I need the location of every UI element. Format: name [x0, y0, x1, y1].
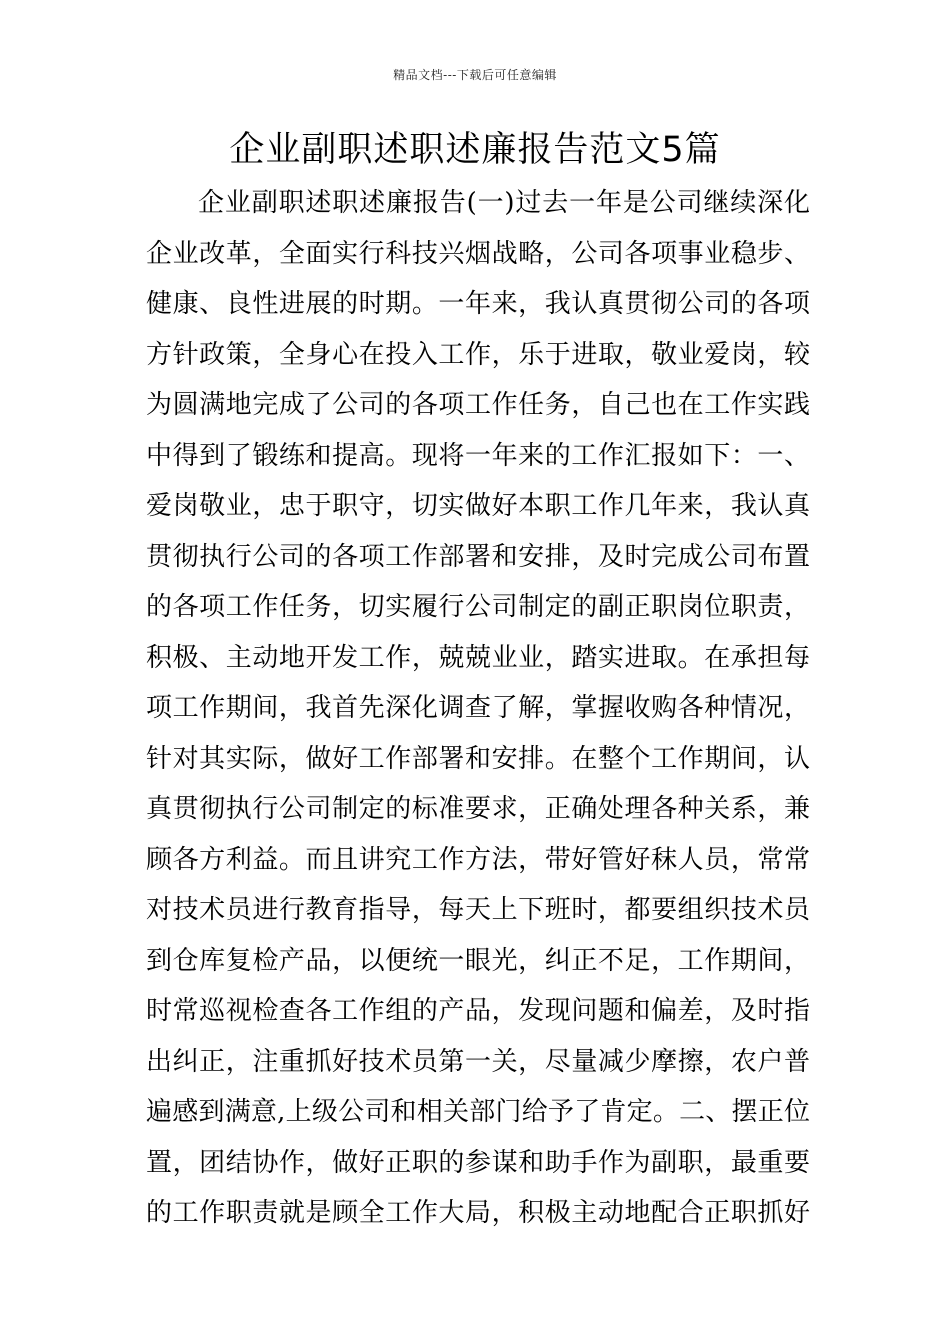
body-line: 置，团结协作，做好正职的参谋和助手作为副职，最重要 — [146, 1147, 810, 1178]
body-line: 为圆满地完成了公司的各项工作任务，自己也在工作实践 — [146, 390, 810, 420]
body-line: 针对其实际，做好工作部署和安排。在整个工作期间，认 — [146, 743, 810, 774]
body-line: 的工作职责就是顾全工作大局，积极主动地配合正职抓好 — [146, 1198, 810, 1228]
body-line: 遍感到满意,上级公司和相关部门给予了肯定。二、摆正位 — [146, 1097, 810, 1127]
body-line: 企业副职述职述廉报告(一)过去一年是公司继续深化 — [198, 188, 810, 218]
document-title: 企业副职述职述廉报告范文5篇 — [229, 130, 721, 170]
body-line: 中得到了锻练和提高。现将一年来的工作汇报如下：一、 — [146, 440, 810, 471]
body-line: 爱岗敬业，忠于职守，切实做好本职工作几年来，我认真 — [146, 491, 810, 521]
header-note: 精品文档---下载后可任意编辑 — [393, 68, 557, 82]
body-line: 顾各方利益。而且讲究工作方法，带好管好秣人员，常常 — [146, 844, 810, 875]
body-line: 贯彻执行公司的各项工作部署和安排，及时完成公司布置 — [146, 541, 810, 572]
body-line: 对技术员进行教育指导，每天上下班时，都要组织技术员 — [146, 895, 810, 925]
body-line: 企业改革，全面实行科技兴烟战略，公司各项事业稳步、 — [146, 238, 810, 269]
body-line: 积极、主动地开发工作，兢兢业业，踏实进取。在承担每 — [146, 642, 810, 673]
body-line: 时常巡视检查各工作组的产品，发现问题和偏差，及时指 — [146, 996, 810, 1026]
body-line: 真贯彻执行公司制定的标准要求，正确处理各种关系，兼 — [146, 794, 810, 824]
body-line: 出纠正，注重抓好技术员第一关，尽量减少摩擦，农户普 — [146, 1046, 810, 1077]
body-line: 健康、良性进展的时期。一年来，我认真贯彻公司的各项 — [146, 289, 810, 319]
body-line: 方针政策，全身心在投入工作，乐于进取，敬业爱岗，较 — [146, 339, 810, 370]
body-line: 到仓库复检产品，以便统一眼光，纠正不足，工作期间， — [146, 945, 810, 976]
body-line: 项工作期间，我首先深化调查了解，掌握收购各种情况， — [146, 693, 810, 723]
document-body — [146, 178, 810, 1239]
body-line: 的各项工作任务，切实履行公司制定的副正职岗位职责， — [146, 592, 810, 622]
